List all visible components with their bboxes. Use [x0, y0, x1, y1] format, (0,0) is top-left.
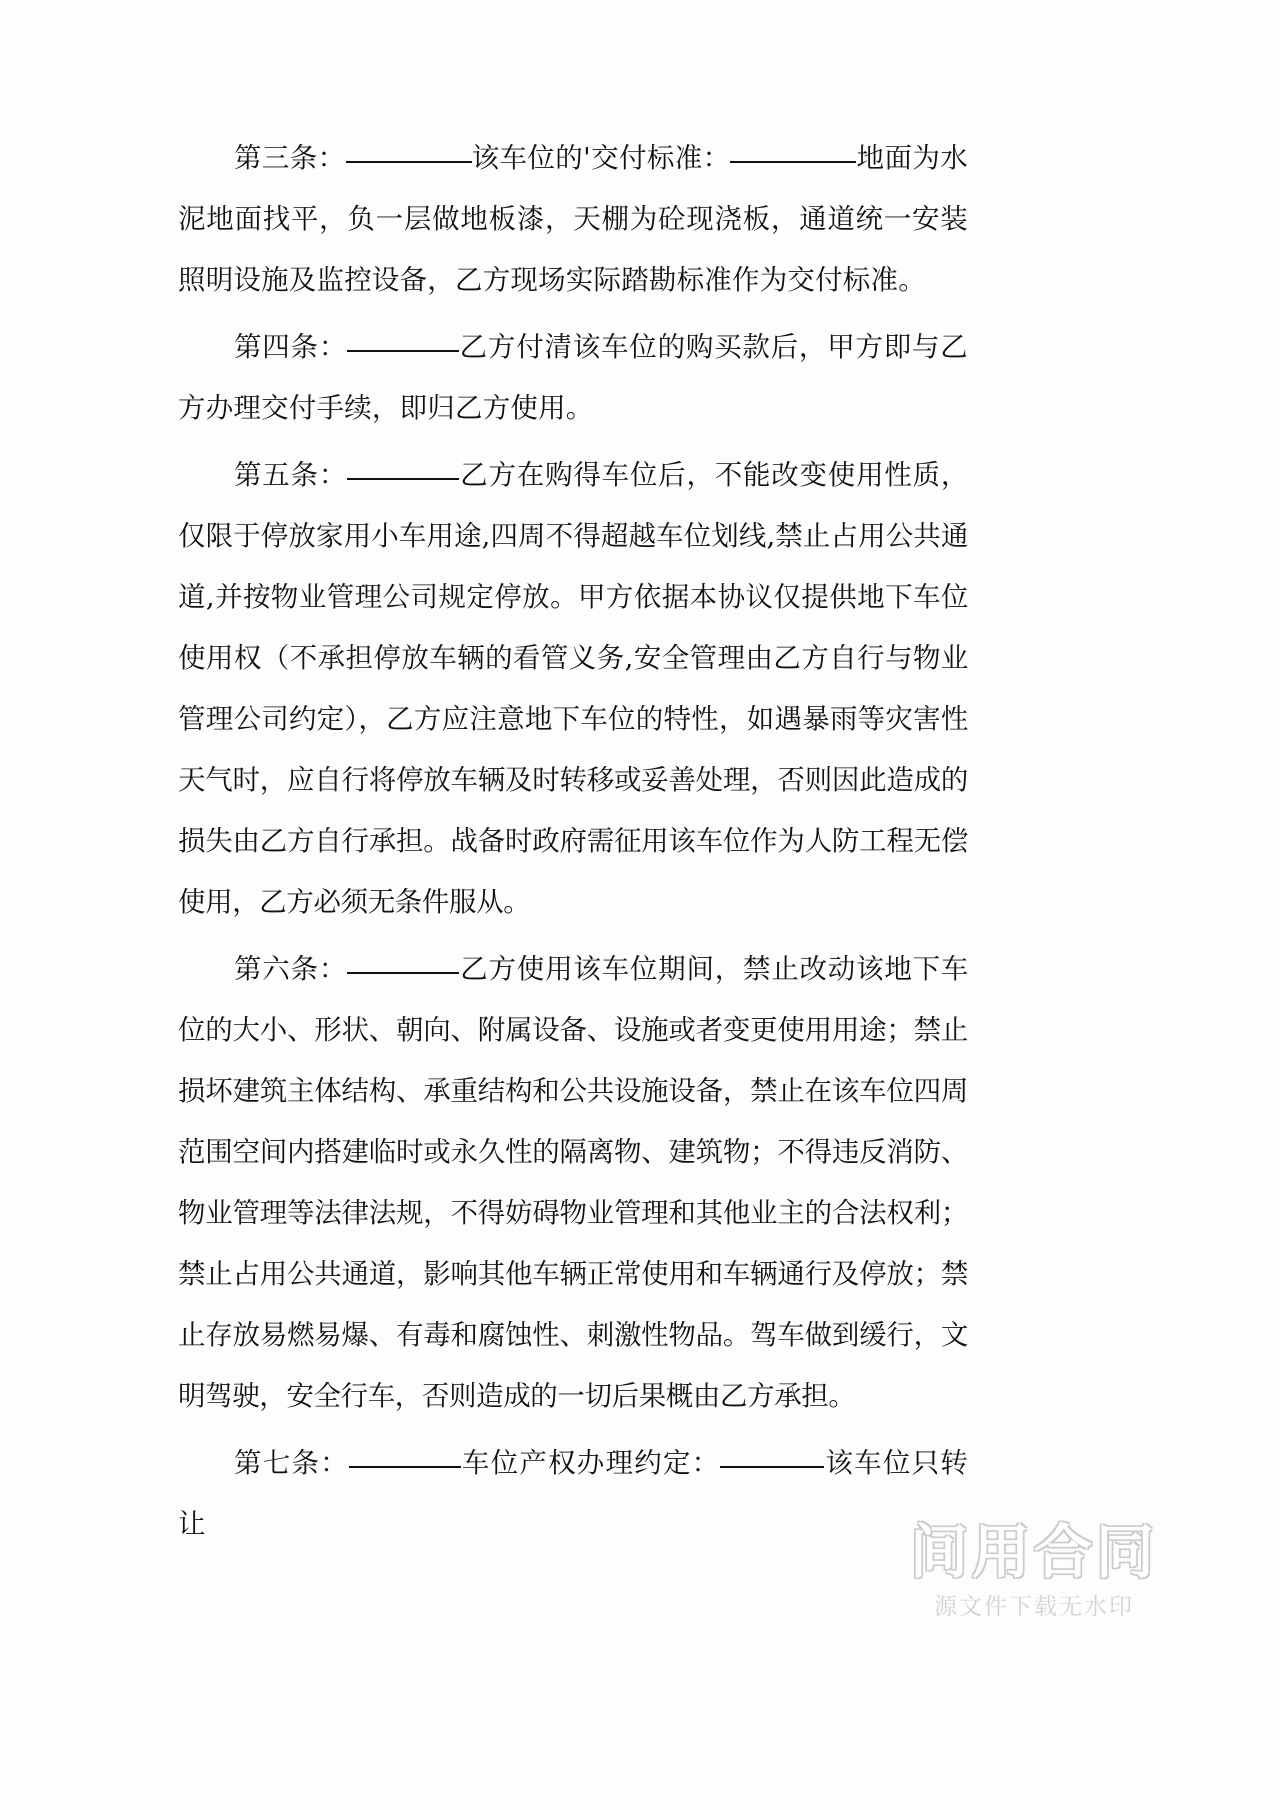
clause-label-6: 第六条： — [234, 953, 348, 985]
clause-label-5: 第五条： — [234, 459, 348, 491]
clause-text-5: 乙方在购得车位后，不能改变使用性质，仅限于停放家用小车用途,四周不得超越车位划线,禁止占用公共通道,并按物业管理公司规定停放。甲方依据本协议仅提供地下车位使用权（不承担停放车辆的看管义务,安全管理由乙方自行与物业管理公司约定），乙方应注意地下车位的特性，如遇暴雨等灾害性天气时，应自行将停放车辆及时转移或妥善处理，否则因此造成的损失由乙方自行承担。战备时政府需征用该车位作为人防工程无偿使用，乙方必须无条件服从。 — [178, 459, 968, 918]
clause-text-6: 乙方使用该车位期间，禁止改动该地下车位的大小、形状、朝向、附属设备、设施或者变更使用用途；禁止损坏建筑主体结构、承重结构和公共设施设备，禁止在该车位四周范围空间内搭建临时或永久性的隔离物、建筑物；不得违反消防、物业管理等法律法规，不得妨碍物业管理和其他业主的合法权利；禁止占用公共通道，影响其他车辆正常使用和车辆通行及停放；禁止存放易燃易爆、有毒和腐蚀性、刺激性物品。驾车做到缓行，文明驾驶，安全行车，否则造成的一切后果概由乙方承担。 — [178, 953, 968, 1412]
paragraph-clause-7 — [178, 1433, 968, 1555]
fill-in-blank[interactable] — [347, 972, 459, 974]
clause-text-7b: 该车位只转让 — [178, 1447, 968, 1540]
clause-text-4: 乙方付清该车位的购买款后，甲方即与乙方办理交付手续，即归乙方使用。 — [178, 331, 968, 424]
fill-in-blank[interactable] — [347, 478, 459, 480]
fill-in-blank[interactable] — [730, 161, 856, 163]
paragraph-clause-6 — [178, 939, 968, 1427]
document-body — [178, 128, 968, 1561]
clause-label-4: 第四条： — [234, 331, 348, 363]
paragraph-clause-3 — [178, 128, 968, 311]
paragraph-clause-5 — [178, 445, 968, 933]
clause-label-3: 第三条： — [234, 142, 346, 174]
paragraph-clause-4 — [178, 317, 968, 439]
fill-in-blank[interactable] — [347, 350, 459, 352]
watermark-subtitle: 源文件下载无水印 — [934, 1594, 1134, 1621]
clause-text-7a: 车位产权办理约定： — [460, 1447, 721, 1479]
fill-in-blank[interactable] — [720, 1466, 824, 1468]
fill-in-blank[interactable] — [346, 161, 472, 163]
watermark-title: 间用合同 — [909, 1517, 1158, 1586]
clause-text-3b: 地面为水泥地面找平，负一层做地板漆，天棚为砼现浇板，通道统一安装照明设施及监控设备，乙方现场实际踏勘标准作为交付标准。 — [178, 142, 968, 296]
clause-label-7: 第七条： — [234, 1447, 349, 1479]
fill-in-blank[interactable] — [349, 1466, 461, 1468]
clause-text-3a: 该车位的'交付标准： — [471, 142, 731, 174]
